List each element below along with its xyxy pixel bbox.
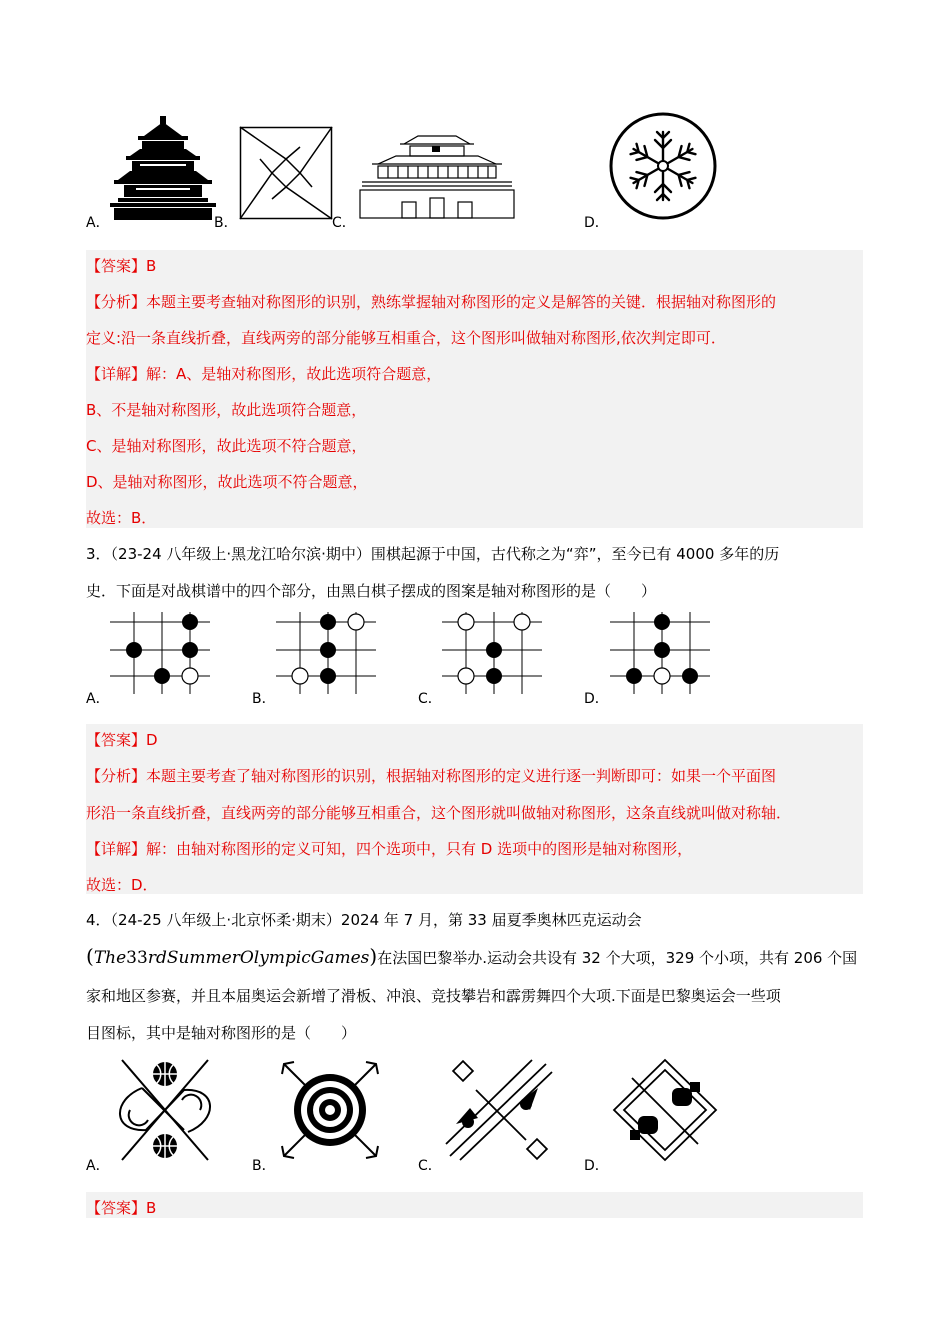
- formula-open-paren: (: [86, 944, 94, 968]
- q4-text-line-4: 目图标，其中是轴对称图形的是（ ）: [86, 1024, 357, 1042]
- q4-answer-box: [86, 1192, 863, 1218]
- badminton-pictogram: [446, 1060, 552, 1160]
- q3-text-line-2: 史．下面是对战棋谱中的四个部分，由黑白棋子摆成的图案是轴对称图形的是（ ）: [86, 582, 657, 600]
- q2-detail-line-2: B、不是轴对称图形，故此选项符合题意，: [86, 401, 367, 419]
- q3-analysis-line-2: 形沿一条直线折叠，直线两旁的部分能够互相重合，这个图形就叫做轴对称图形，这条直线就叫做对称轴．: [86, 804, 792, 822]
- go-board-d: [610, 612, 710, 694]
- formula-close-paren: ): [369, 944, 378, 968]
- q2-detail-line-4: D、是轴对称图形，故此选项不符合题意，: [86, 473, 368, 491]
- q2-analysis-line-1: 【分析】本题主要考查轴对称图形的识别，熟练掌握轴对称图形的定义是解答的关键．根据轴对称图形的: [86, 293, 777, 311]
- q4-text-line-2-rest: 在法国巴黎举办.运动会共设有 32 个大项，329 个小项，共有 206 个国: [377, 949, 858, 967]
- palace-gate-figure: [358, 134, 516, 218]
- q2-conclusion: 故选：B．: [86, 509, 157, 527]
- go-board-a: [110, 612, 210, 694]
- formula-games: rdSummerOlympicGames: [147, 948, 370, 968]
- q3-text-line-1: 3．（23-24 八年级上·黑龙江哈尔滨·期中）围棋起源于中国，古代称之为“弈”，至今已有 4000 多年的历: [86, 545, 780, 563]
- basketball-pictogram: [112, 1060, 218, 1160]
- q4-text-line-1: 4．（24-25 八年级上·北京怀柔·期末）2024 年 7 月，第 33 届夏季奥林匹克运动会: [86, 911, 642, 929]
- go-board-c: [442, 612, 542, 694]
- q3-option-a: A．: [86, 691, 110, 707]
- q4-option-d: D．: [584, 1158, 609, 1174]
- q4-text-line-3: 家和地区参赛，并且本届奥运会新增了滑板、冲浪、竞技攀岩和霹雳舞四个大项.下面是巴黎奥运会一些项: [86, 987, 781, 1005]
- q2-answer: 【答案】B: [86, 257, 157, 275]
- q4-text-line-2: [86, 944, 857, 968]
- q3-answer: 【答案】D: [86, 731, 158, 749]
- q2-option-b: B．: [214, 215, 238, 231]
- q2-detail-line-3: C、是轴对称图形，故此选项不符合题意，: [86, 437, 367, 455]
- temple-of-heaven-figure: [110, 116, 216, 220]
- q3-conclusion: 故选：D．: [86, 876, 158, 894]
- go-board-b: [276, 612, 376, 694]
- q4-option-b: B．: [252, 1158, 276, 1174]
- boxing-pictogram: [612, 1058, 718, 1162]
- q2-option-a: A．: [86, 215, 110, 231]
- q2-option-d: D．: [584, 215, 609, 231]
- q4-option-c: C．: [418, 1158, 442, 1174]
- q4-option-a: A．: [86, 1158, 110, 1174]
- pinwheel-square-figure: [240, 127, 332, 219]
- q3-analysis-line-1: 【分析】本题主要考查了轴对称图形的识别，根据轴对称图形的定义进行逐一判断即可：如果一个平面图: [86, 767, 777, 785]
- q3-option-c: C．: [418, 691, 442, 707]
- q3-option-d: D．: [584, 691, 609, 707]
- q4-answer: 【答案】B: [86, 1199, 157, 1217]
- q2-detail-line-1: 【详解】解：A、是轴对称图形，故此选项符合题意，: [86, 365, 442, 383]
- formula-the: The: [93, 948, 127, 968]
- q2-option-c: C．: [332, 215, 356, 231]
- q2-analysis-line-2: 定义:沿一条直线折叠，直线两旁的部分能够互相重合，这个图形叫做轴对称图形,依次判定即可．: [86, 329, 726, 347]
- formula-number: 33: [126, 948, 148, 968]
- snowflake-figure: [609, 112, 717, 220]
- q3-detail-line-1: 【详解】解：由轴对称图形的定义可知，四个选项中，只有 D 选项中的图形是轴对称图形，: [86, 840, 693, 858]
- q3-option-b: B．: [252, 691, 276, 707]
- archery-target-pictogram: [280, 1060, 380, 1160]
